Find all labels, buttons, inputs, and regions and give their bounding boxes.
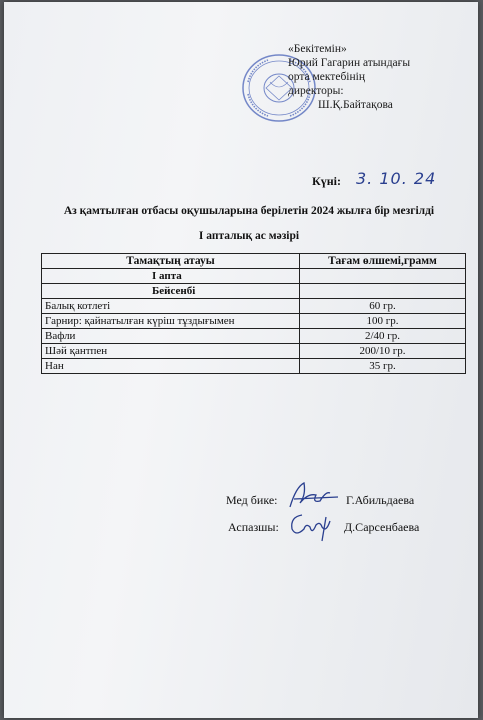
menu-table <box>41 253 466 374</box>
dish-weight: 35 гр. <box>300 359 466 374</box>
dish-weight: 2/40 гр. <box>300 329 466 344</box>
dish-weight: 60 гр. <box>300 299 466 314</box>
week-row <box>42 269 466 284</box>
approval-school-line: Юрий Гагарин атындағы <box>288 57 411 69</box>
approval-block <box>288 42 410 112</box>
dish-name: Балық котлеті <box>42 299 300 314</box>
table-header-row <box>42 254 466 269</box>
cook-name: Д.Сарсенбаева <box>344 520 420 534</box>
dish-name: Вафли <box>42 329 300 344</box>
director-name: Ш.Қ.Байтақова <box>318 99 393 111</box>
document-subtitle: I апталық ас мәзірі <box>198 230 300 242</box>
cook-label: Аспазшы: <box>228 520 279 534</box>
table-row <box>42 329 466 344</box>
table-row <box>42 359 466 374</box>
table-row <box>42 314 466 329</box>
nurse-label: Мед бике: <box>226 493 278 507</box>
dish-weight: 200/10 гр. <box>300 344 466 359</box>
day-row <box>42 284 466 299</box>
table-row <box>42 344 466 359</box>
nurse-signature-row <box>226 493 278 508</box>
approval-position: директоры: <box>288 85 344 97</box>
date-label: Күні: <box>312 174 341 188</box>
document-title: Аз қамтылған отбасы оқушыларына берілетін 2024 жылға бір мезгілді <box>63 205 435 217</box>
approval-heading: «Бекітемін» <box>288 43 347 55</box>
header-dish-name: Тамақтың атауы <box>42 254 300 269</box>
handwritten-date: 3. 10. 24 <box>356 169 437 188</box>
nurse-name: Г.Абильдаева <box>346 493 415 507</box>
dish-weight: 100 гр. <box>300 314 466 329</box>
document-page <box>4 2 478 718</box>
week-label: I апта <box>42 269 300 284</box>
approval-school-line-2: орта мектебінің <box>288 71 365 83</box>
cook-handwritten-signature <box>286 507 342 543</box>
day-label: Бейсенбі <box>42 284 300 299</box>
dish-name: Шәй қантпен <box>42 344 300 359</box>
table-row <box>42 299 466 314</box>
dish-name: Нан <box>42 359 300 374</box>
cook-signature-row <box>228 520 279 535</box>
dish-name: Гарнир: қайнатылған күріш тұздығымен <box>42 314 300 329</box>
header-portion-weight: Тағам өлшемі,грамм <box>300 254 466 269</box>
